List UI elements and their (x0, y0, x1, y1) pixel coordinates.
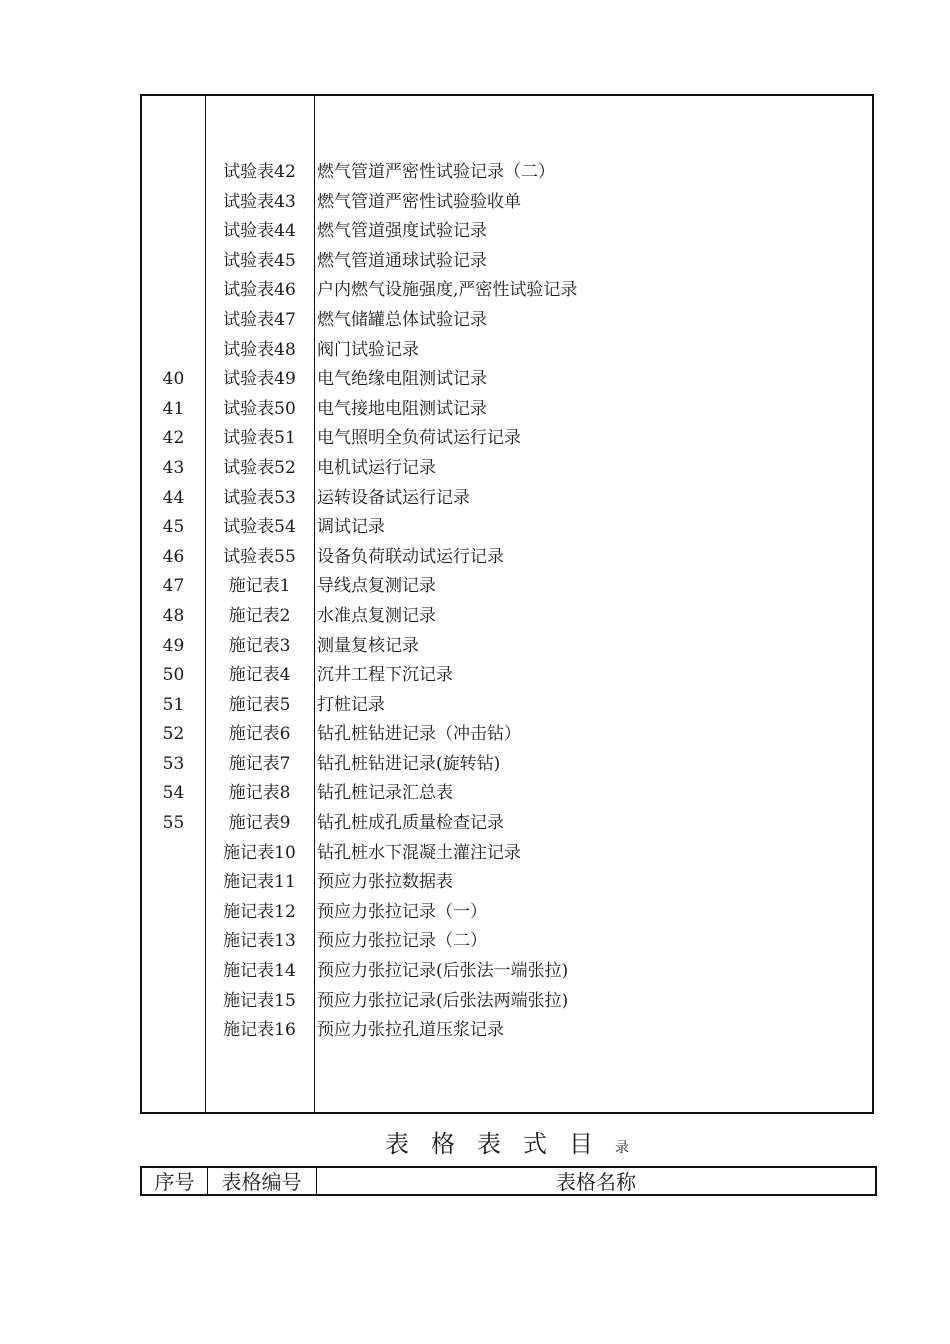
row-form-name: 电机试运行记录 (317, 457, 436, 478)
row-form-name: 钻孔桩水下混凝土灌注记录 (317, 842, 521, 863)
row-form-code: 试验表50 (223, 398, 296, 419)
table-row (142, 484, 872, 514)
row-form-name: 调试记录 (317, 517, 385, 538)
row-form-name: 预应力张拉记录（一） (317, 901, 487, 922)
row-form-code: 施记表14 (223, 961, 296, 982)
row-form-name: 燃气管道严密性试验验收单 (317, 191, 521, 212)
row-serial-number: 45 (162, 517, 185, 538)
row-form-name: 运转设备试运行记录 (317, 487, 470, 508)
table-row (142, 927, 872, 957)
table-row (142, 632, 872, 662)
row-serial-number: 47 (162, 576, 185, 597)
row-form-code: 施记表7 (228, 753, 291, 774)
title-main: 表格表式目 (385, 1130, 615, 1158)
table-row (142, 868, 872, 898)
row-serial-number: 41 (162, 398, 185, 419)
header-serial-number: 序号 (142, 1168, 208, 1194)
table-row (142, 661, 872, 691)
row-form-code: 施记表8 (228, 783, 291, 804)
row-form-name: 预应力张拉记录(后张法两端张拉) (317, 990, 569, 1011)
row-form-name: 设备负荷联动试运行记录 (317, 546, 504, 567)
row-form-code: 试验表44 (223, 221, 296, 242)
table-row (142, 572, 872, 602)
table-row (142, 336, 872, 366)
row-form-code: 试验表54 (223, 517, 296, 538)
row-form-code: 施记表15 (223, 990, 296, 1011)
table-row (142, 247, 872, 277)
table-row (142, 513, 872, 543)
row-form-code: 试验表51 (223, 428, 296, 449)
row-form-code: 试验表43 (223, 191, 296, 212)
row-form-code: 施记表9 (228, 813, 291, 834)
row-form-code: 试验表53 (223, 487, 296, 508)
form-list-table (140, 94, 874, 1114)
table-row (142, 543, 872, 573)
row-form-name: 钻孔桩钻进记录（冲击钻） (317, 724, 521, 745)
row-form-name: 打桩记录 (317, 694, 385, 715)
row-form-name: 燃气储罐总体试验记录 (317, 309, 487, 330)
table-body (142, 158, 872, 1046)
table-row (142, 365, 872, 395)
row-form-code: 试验表55 (223, 546, 296, 567)
table-row (142, 306, 872, 336)
row-form-code: 试验表49 (223, 369, 296, 390)
row-form-name: 电气接地电阻测试记录 (317, 398, 487, 419)
row-form-code: 施记表1 (228, 576, 291, 597)
row-form-name: 测量复核记录 (317, 635, 419, 656)
table-row (142, 395, 872, 425)
row-form-code: 施记表10 (223, 842, 296, 863)
table-row (142, 158, 872, 188)
row-serial-number: 48 (162, 605, 185, 626)
header-form-code: 表格编号 (207, 1168, 317, 1194)
row-form-name: 沉井工程下沉记录 (317, 665, 453, 686)
table-row (142, 809, 872, 839)
table-row (142, 276, 872, 306)
row-form-code: 试验表42 (223, 162, 296, 182)
row-serial-number: 49 (162, 635, 185, 656)
row-form-name: 水准点复测记录 (317, 605, 436, 626)
row-form-code: 试验表45 (223, 250, 296, 271)
row-serial-number: 55 (162, 813, 185, 834)
row-serial-number: 51 (162, 694, 185, 715)
table-row (142, 957, 872, 987)
row-form-name: 导线点复测记录 (317, 576, 436, 597)
row-form-code: 试验表48 (223, 339, 296, 360)
row-serial-number: 46 (162, 546, 185, 567)
table-row (142, 779, 872, 809)
row-form-code: 施记表2 (228, 605, 291, 626)
table-row (142, 839, 872, 869)
page-title (140, 1124, 874, 1159)
table-row (142, 602, 872, 632)
table-row (142, 188, 872, 218)
row-form-name: 预应力张拉记录(后张法一端张拉) (317, 961, 569, 982)
row-form-name: 预应力张拉数据表 (317, 872, 453, 893)
table-row (142, 1016, 872, 1046)
table-row (142, 217, 872, 247)
row-serial-number: 44 (162, 487, 185, 508)
row-form-name: 阀门试验记录 (317, 339, 419, 360)
row-form-code: 施记表13 (223, 931, 296, 952)
row-form-name: 电气照明全负荷试运行记录 (317, 428, 521, 449)
title-small: 录 (615, 1140, 629, 1156)
row-form-name: 预应力张拉记录（二） (317, 931, 487, 952)
header-form-name: 表格名称 (556, 1170, 636, 1194)
row-serial-number: 53 (162, 753, 185, 774)
row-serial-number: 54 (162, 783, 185, 804)
row-form-name: 预应力张拉孔道压浆记录 (317, 1020, 504, 1041)
row-form-code: 施记表16 (223, 1020, 296, 1041)
row-form-code: 试验表46 (223, 280, 296, 301)
row-serial-number: 40 (162, 369, 185, 390)
table-row (142, 424, 872, 454)
row-serial-number: 50 (162, 665, 185, 686)
row-form-name: 钻孔桩记录汇总表 (317, 783, 453, 804)
row-form-code: 施记表5 (228, 694, 291, 715)
table-row (142, 987, 872, 1017)
table-header (140, 1166, 877, 1196)
row-form-name: 钻孔桩成孔质量检查记录 (317, 813, 504, 834)
row-form-name: 钻孔桩钻进记录(旋转钻) (317, 753, 501, 774)
row-form-name: 燃气管道严密性试验记录（二） (317, 162, 555, 182)
row-form-code: 施记表11 (223, 872, 296, 893)
table-row (142, 691, 872, 721)
row-form-name: 电气绝缘电阻测试记录 (317, 369, 487, 390)
table-row (142, 454, 872, 484)
row-form-code: 试验表52 (223, 457, 296, 478)
row-serial-number: 43 (162, 457, 185, 478)
row-serial-number: 42 (162, 428, 185, 449)
row-form-code: 试验表47 (223, 309, 296, 330)
row-form-name: 燃气管道强度试验记录 (317, 221, 487, 242)
table-row (142, 898, 872, 928)
row-serial-number: 52 (162, 724, 185, 745)
row-form-code: 施记表3 (228, 635, 291, 656)
row-form-code: 施记表4 (228, 665, 291, 686)
row-form-code: 施记表12 (223, 901, 296, 922)
row-form-name: 户内燃气设施强度,严密性试验记录 (317, 280, 578, 301)
table-row (142, 720, 872, 750)
table-row (142, 750, 872, 780)
row-form-code: 施记表6 (228, 724, 291, 745)
row-form-name: 燃气管道通球试验记录 (317, 250, 487, 271)
